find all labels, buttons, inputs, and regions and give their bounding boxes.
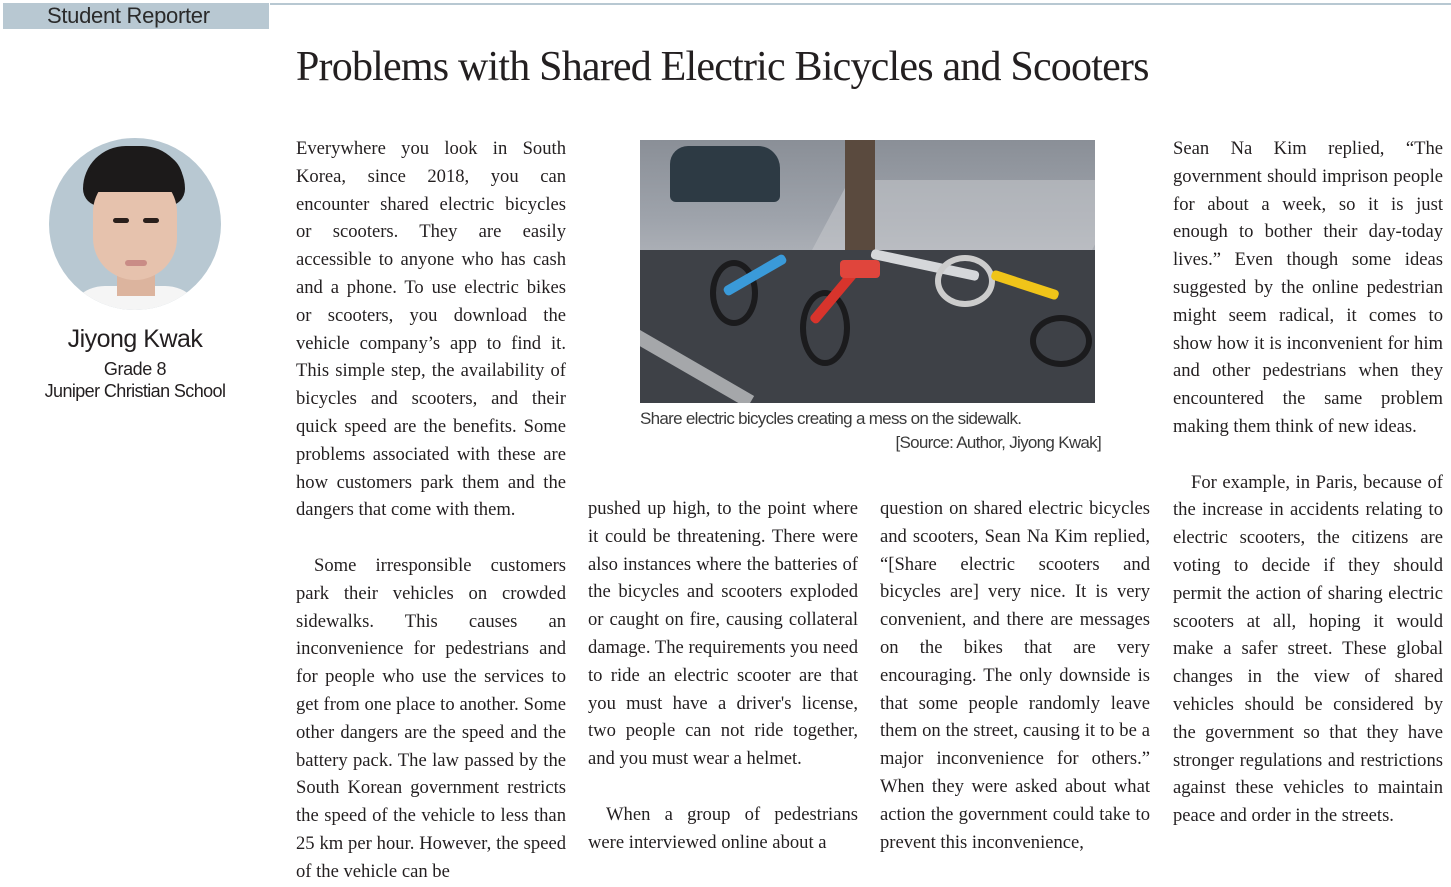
paragraph: Sean Na Kim replied, “The government should imprison people for about a week, so it is just enough to bother their day-today lives.” Even though some ideas suggested by the online pedestrian might seem radical, it comes to show how it is inconvenient for him and other pedestrians when they encountered the same problem making them think of new ideas. <box>1173 138 1443 437</box>
bicycles-photo <box>640 140 1095 403</box>
photo-car <box>670 146 780 202</box>
author-box <box>20 138 250 402</box>
article-title: Problems with Shared Electric Bicycles and Scooters <box>296 44 1149 90</box>
author-photo <box>49 138 221 310</box>
avatar-fringe <box>89 152 183 192</box>
article-column-2 <box>588 495 858 856</box>
article-column-3 <box>880 495 1150 856</box>
yellow-bike-wheel <box>1030 315 1092 367</box>
section-label: Student Reporter <box>3 3 269 29</box>
article-column-4 <box>1173 135 1443 830</box>
paragraph: Everywhere you look in South Korea, since 2018, you can encounter shared electric bicycles or scooters. They are easily accessible to anyone who has cash and a phone. To use electric bikes or scooters, you download the vehicle company’s app to find it. This simple step, the availability of bicycles and scooters, and their quick speed are the benefits. Some problems associated with these are how customers park them and the dangers that come with them. <box>296 138 566 521</box>
avatar-eye <box>143 218 159 223</box>
article-figure <box>640 140 1101 455</box>
figure-source: [Source: Author, Jiyong Kwak] <box>895 433 1101 452</box>
paragraph: When a group of pedestrians were interviewed online about a <box>588 803 858 853</box>
paragraph: pushed up high, to the point where it could be threatening. There were also instances where the batteries of the bicycles and scooters exploded or caught on fire, causing collateral damage. The requirements you need to ride an electric scooter are that you must have a driver's license, two people can not ride together, and you must wear a helmet. <box>588 498 858 770</box>
avatar-eye <box>113 218 129 223</box>
photo-tree <box>845 140 875 250</box>
paragraph: For example, in Paris, because of the increase in accidents relating to electric scooters, the citizens are voting to decide if they should permit the action of sharing electric scooters at all, hoping it would make a safer street. These global changes in the view of shared vehicles should be considered by the government so that they have stronger regulations and restrictions against these vehicles to maintain peace and order in the streets. <box>1173 471 1443 827</box>
author-school: Juniper Christian School <box>44 381 226 401</box>
article-column-1 <box>296 135 566 886</box>
figure-caption: Share electric bicycles creating a mess on the sidewalk. <box>640 409 1022 428</box>
author-name: Jiyong Kwak <box>67 325 203 353</box>
paragraph: question on shared electric bicycles and scooters, Sean Na Kim replied, “[Share electric scooters and bicycles are] very nice. It is very convenient, and there are messages on the bikes that are very encouraging. The only downside is that some people randomly leave them on the street, causing it to be a major inconvenience for others.” When they were asked about what action the government could take to prevent this inconvenience, <box>880 498 1150 853</box>
top-rule <box>270 3 1451 5</box>
author-grade: Grade 8 <box>103 359 167 379</box>
red-bike-sign <box>840 260 880 278</box>
blue-bike-wheel <box>710 260 758 326</box>
paragraph: Some irresponsible customers park their vehicles on crowded sidewalks. This causes an inconvenience for pedestrians and for people who use the services to get from one place to another. Some other dangers are the speed and the battery pack. The law passed by the South Korean government restricts the speed of the vehicle to less than 25 km per hour. However, the speed of the vehicle can be <box>296 554 566 882</box>
avatar-mouth <box>125 260 147 266</box>
white-bike-wheel <box>935 255 995 307</box>
